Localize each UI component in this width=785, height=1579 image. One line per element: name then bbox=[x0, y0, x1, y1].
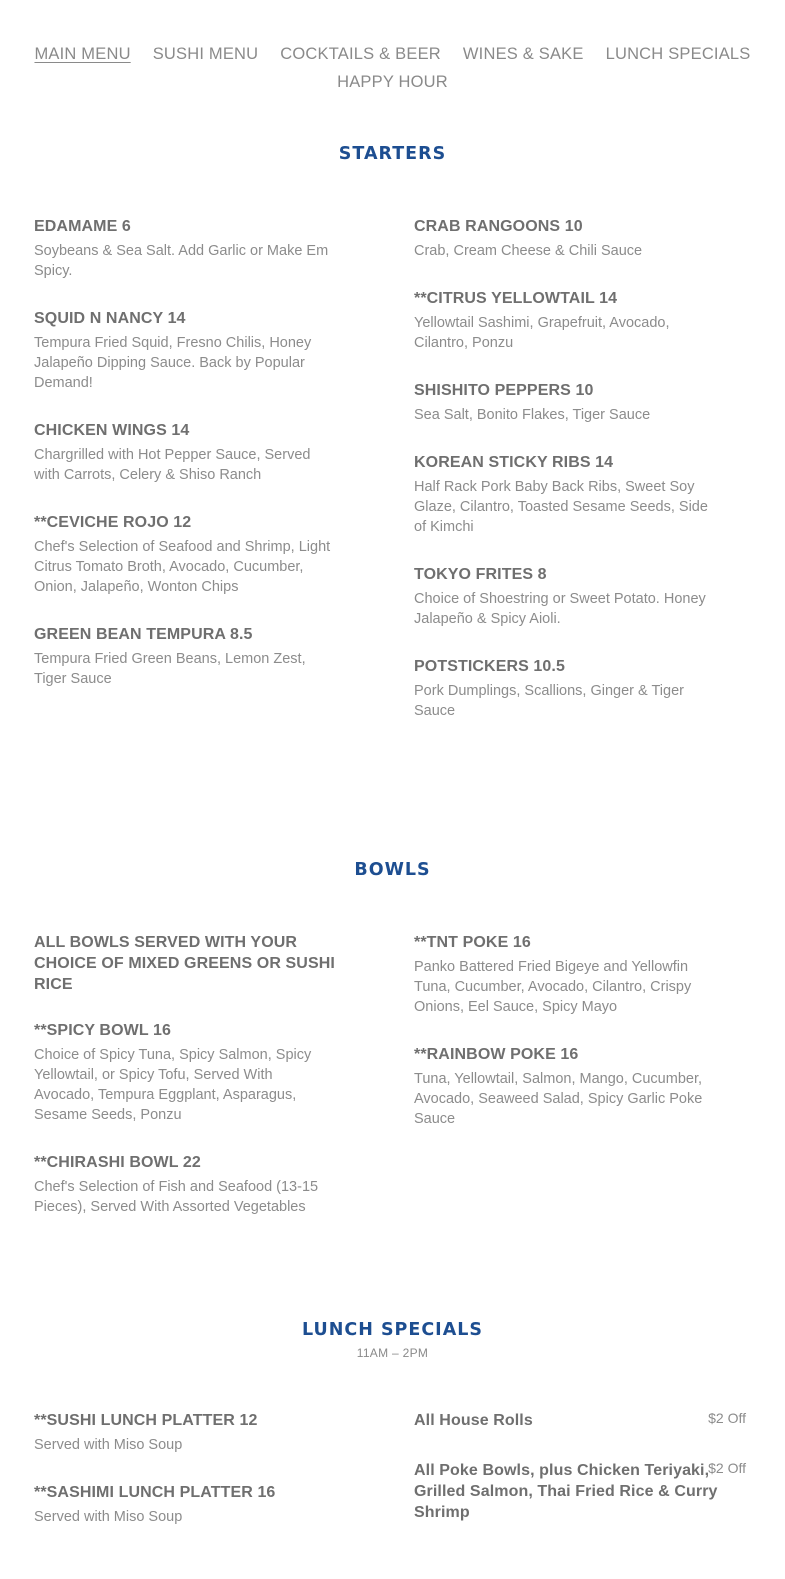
item-name: **CITRUS YELLOWTAIL 14 bbox=[414, 290, 618, 307]
lunch-right-column bbox=[414, 1410, 746, 1552]
item-name: **SASHIMI LUNCH PLATTER 16 bbox=[34, 1484, 276, 1501]
menu-item bbox=[414, 216, 714, 261]
nav-cocktails-beer[interactable]: COCKTAILS & BEER bbox=[280, 44, 441, 63]
menu-item bbox=[414, 656, 714, 721]
item-name: **SUSHI LUNCH PLATTER 12 bbox=[34, 1412, 258, 1429]
menu-nav-row-1 bbox=[0, 40, 785, 68]
nav-wines-sake[interactable]: WINES & SAKE bbox=[462, 44, 584, 63]
bowls-left-column bbox=[34, 932, 352, 1244]
item-name: SQUID N NANCY 14 bbox=[34, 310, 186, 327]
section-title-bowls: BOWLS bbox=[354, 860, 431, 880]
item-name: CRAB RANGOONS 10 bbox=[414, 218, 583, 235]
item-description: Chef's Selection of Seafood and Shrimp, Light Citrus Tomato Broth, Avocado, Cucumber, Onion, Jalapeño, Wonton Chips bbox=[34, 539, 331, 595]
item-name: EDAMAME 6 bbox=[34, 218, 131, 235]
item-name: **CEVICHE ROJO 12 bbox=[34, 514, 192, 531]
menu-item bbox=[414, 380, 714, 425]
item-description: Chef's Selection of Fish and Seafood (13-15 Pieces), Served With Assorted Vegetables bbox=[34, 1179, 319, 1215]
item-name: KOREAN STICKY RIBS 14 bbox=[414, 454, 614, 471]
menu-item bbox=[34, 1020, 352, 1125]
special-item bbox=[414, 1460, 746, 1523]
menu-item bbox=[34, 512, 334, 597]
item-description: Choice of Shoestring or Sweet Potato. Honey Jalapeño & Spicy Aioli. bbox=[414, 591, 706, 627]
menu-item bbox=[414, 932, 714, 1017]
item-description: Tempura Fried Green Beans, Lemon Zest, Tiger Sauce bbox=[34, 651, 306, 687]
menu-item bbox=[34, 624, 334, 689]
item-name: **TNT POKE 16 bbox=[414, 934, 531, 951]
item-description: Chargrilled with Hot Pepper Sauce, Served with Carrots, Celery & Shiso Ranch bbox=[34, 447, 311, 483]
item-description: Soybeans & Sea Salt. Add Garlic or Make Em Spicy. bbox=[34, 243, 329, 279]
item-description: Pork Dumplings, Scallions, Ginger & Tiger Sauce bbox=[414, 683, 684, 719]
special-price: $2 Off bbox=[708, 1410, 746, 1426]
lunch-left-column bbox=[34, 1410, 334, 1554]
section-title-starters: STARTERS bbox=[338, 144, 447, 164]
item-name: **RAINBOW POKE 16 bbox=[414, 1046, 579, 1063]
nav-sushi-menu[interactable]: SUSHI MENU bbox=[152, 44, 259, 63]
item-name: GREEN BEAN TEMPURA 8.5 bbox=[34, 626, 253, 643]
section-title-lunch-specials: LUNCH SPECIALS bbox=[301, 1320, 483, 1340]
menu-item bbox=[414, 288, 714, 353]
menu-item bbox=[34, 420, 334, 485]
special-name: All Poke Bowls, plus Chicken Teriyaki, Grilled Salmon, Thai Fried Rice & Curry Shrimp bbox=[414, 1462, 718, 1521]
item-name: TOKYO FRITES 8 bbox=[414, 566, 547, 583]
item-description: Crab, Cream Cheese & Chili Sauce bbox=[414, 243, 643, 259]
item-description: Tuna, Yellowtail, Salmon, Mango, Cucumber, Avocado, Seaweed Salad, Spicy Garlic Poke Sauce bbox=[414, 1071, 703, 1127]
item-name: **CHIRASHI BOWL 22 bbox=[34, 1154, 201, 1171]
special-item bbox=[414, 1410, 746, 1431]
bowls-right-column bbox=[414, 932, 714, 1156]
menu-item bbox=[34, 216, 334, 281]
nav-happy-hour[interactable]: HAPPY HOUR bbox=[337, 72, 448, 91]
item-name: **SPICY BOWL 16 bbox=[34, 1022, 171, 1039]
nav-lunch-specials[interactable]: LUNCH SPECIALS bbox=[605, 44, 751, 63]
menu-item bbox=[414, 1044, 714, 1129]
item-description: Served with Miso Soup bbox=[34, 1509, 183, 1525]
menu-item bbox=[414, 452, 714, 537]
item-description: Sea Salt, Bonito Flakes, Tiger Sauce bbox=[414, 407, 651, 423]
menu-item bbox=[34, 1482, 334, 1527]
menu-note bbox=[34, 932, 352, 995]
starters-left-column bbox=[34, 216, 334, 716]
item-description: Served with Miso Soup bbox=[34, 1437, 183, 1453]
item-description: Tempura Fried Squid, Fresno Chilis, Honey Jalapeño Dipping Sauce. Back by Popular Demand! bbox=[34, 335, 312, 391]
item-description: Half Rack Pork Baby Back Ribs, Sweet Soy Glaze, Cilantro, Toasted Sesame Seeds, Side of Kimchi bbox=[414, 479, 708, 535]
menu-item bbox=[34, 308, 334, 393]
item-name: SHISHITO PEPPERS 10 bbox=[414, 382, 594, 399]
menu-item bbox=[414, 564, 714, 629]
special-name: All House Rolls bbox=[414, 1412, 533, 1429]
menu-nav bbox=[0, 40, 785, 96]
bowls-note: ALL BOWLS SERVED WITH YOUR CHOICE OF MIXED GREENS OR SUSHI RICE bbox=[34, 934, 335, 993]
menu-item bbox=[34, 1410, 334, 1455]
special-price: $2 Off bbox=[708, 1460, 746, 1476]
item-description: Choice of Spicy Tuna, Spicy Salmon, Spicy Yellowtail, or Spicy Tofu, Served With Avocado, Tempura Eggplant, Asparagus, Sesame Seeds, Ponzu bbox=[34, 1047, 312, 1123]
menu-item bbox=[34, 1152, 352, 1217]
starters-right-column bbox=[414, 216, 714, 748]
item-description: Panko Battered Fried Bigeye and Yellowfin Tuna, Cucumber, Avocado, Cilantro, Crispy Onions, Eel Sauce, Spicy Mayo bbox=[414, 959, 692, 1015]
nav-main-menu[interactable]: MAIN MENU bbox=[34, 44, 131, 63]
lunch-hours: 11AM – 2PM bbox=[356, 1346, 429, 1360]
item-description: Yellowtail Sashimi, Grapefruit, Avocado, Cilantro, Ponzu bbox=[414, 315, 670, 351]
item-name: CHICKEN WINGS 14 bbox=[34, 422, 190, 439]
item-name: POTSTICKERS 10.5 bbox=[414, 658, 565, 675]
menu-nav-row-2 bbox=[0, 68, 785, 96]
